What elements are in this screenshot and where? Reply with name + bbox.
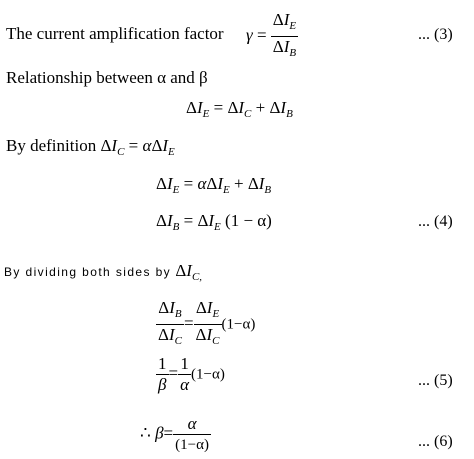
- dividing-text: By dividing both sides by: [4, 265, 172, 279]
- equation-inverse-beta: $\frac{1}{\beta}$ = $\frac{1}{\alpha}$ (1−α): [158, 354, 225, 394]
- fraction-1-beta: $\frac{1}{\beta}$: [158, 354, 167, 394]
- gamma-symbol: γ: [246, 25, 253, 45]
- equation-gamma: [246, 10, 298, 63]
- equation-ib: $\Delta I_B = \Delta I_E$ (1 − α): [156, 211, 272, 233]
- dividing-line: By dividing both sides by $\Delta I_{C,}$: [4, 261, 203, 283]
- equation-beta-final: ∴ β= $\frac{\alpha}{(1-\alpha)}$: [140, 414, 209, 453]
- intro-text: The current amplification factor: [6, 24, 224, 43]
- fraction-ib-ic: $\frac{\Delta I_B}{\Delta I_C}$: [158, 298, 182, 347]
- definition-line: By definition $\Delta I_C = \alpha\Delta I_E$: [6, 136, 175, 158]
- equation-ie-alpha: $\Delta I_E = \alpha\Delta I_E + \Delta I_B$: [156, 174, 272, 196]
- equation-ratio: $\frac{\Delta I_B}{\Delta I_C}$ = $\frac{\Delta I_E}{\Delta I_C}$ (1−α): [156, 298, 255, 351]
- equals-sign: =: [256, 25, 267, 45]
- fraction-alpha-over-one-minus-alpha: $\frac{\alpha}{(1-\alpha)}$: [175, 414, 209, 453]
- numerator: $\Delta I_E$: [271, 10, 298, 37]
- denominator: $\Delta I_B$: [272, 37, 297, 59]
- intro-line: [6, 24, 224, 44]
- relationship-heading: Relationship between α and β: [6, 68, 208, 87]
- equation-ie-sum: $\Delta I_E = \Delta I_C + \Delta I_B$: [186, 98, 293, 120]
- fraction-1-alpha: $\frac{1}{\alpha}$: [180, 354, 190, 394]
- fraction-ie-ic: $\frac{\Delta I_E}{\Delta I_C}$: [195, 298, 220, 347]
- equation-tag-6: ... (6): [418, 433, 453, 450]
- therefore-symbol: ∴: [140, 423, 151, 443]
- by-definition-text: By definition: [6, 136, 97, 155]
- equation-tag-5: ... (5): [418, 372, 453, 389]
- equation-tag-4: ... (4): [418, 213, 453, 230]
- fraction-delta-ie-over-delta-ib: [271, 10, 298, 63]
- equation-tag-3: ... (3): [418, 26, 453, 43]
